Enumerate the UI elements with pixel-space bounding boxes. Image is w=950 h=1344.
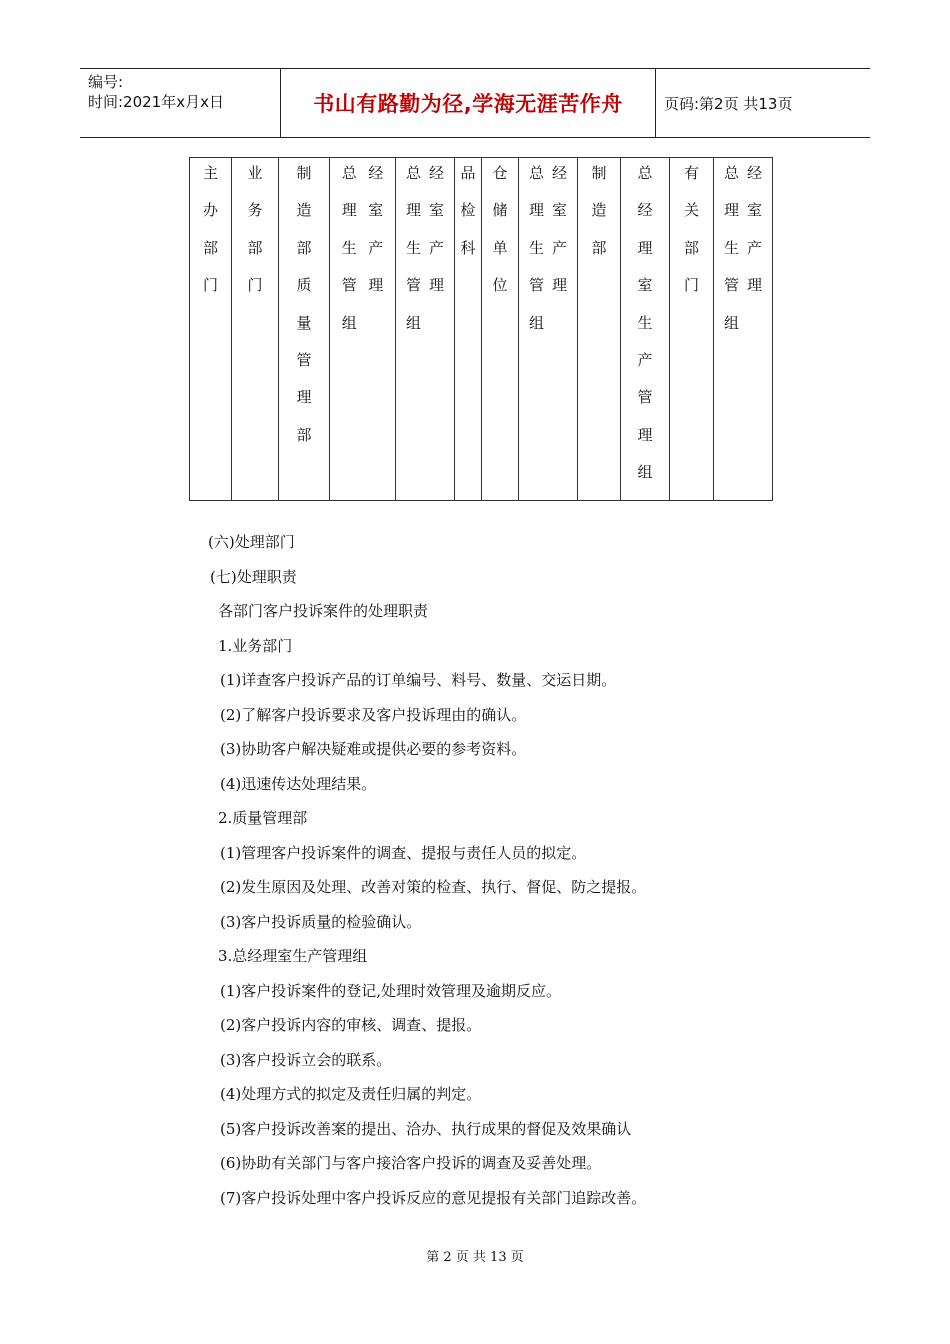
body-line: (1)客户投诉案件的登记,处理时效管理及逾期反应。: [220, 982, 562, 1000]
cell-char: 部: [202, 238, 218, 257]
cell-char: 检: [460, 201, 476, 220]
cell-char: 理: [551, 276, 567, 295]
header-motto: 书山有路勤为径,学海无涯苦作舟: [313, 92, 623, 116]
table-cell: [330, 158, 396, 501]
cell-char: 经: [368, 164, 384, 182]
cell-char: 管: [341, 276, 357, 295]
cell-char: 管: [296, 350, 312, 369]
table-cell: [670, 158, 714, 501]
header-meta: [80, 69, 281, 137]
cell-char: 办: [202, 201, 218, 220]
cell-text: [330, 158, 395, 350]
table-row: [190, 158, 773, 501]
cell-char: 理: [637, 238, 653, 257]
cell-char: 管: [723, 276, 739, 295]
cell-char: 部: [591, 238, 607, 257]
body-line: (1)管理客户投诉案件的调查、提报与责任人员的拟定。: [220, 844, 587, 862]
header-page-number: 页码:第2页 共13页: [664, 94, 793, 113]
body-line: 1.业务部门: [218, 637, 293, 655]
cell-char: 门: [247, 276, 263, 295]
cell-char: 门: [202, 276, 218, 295]
cell-char: 总: [341, 164, 357, 182]
cell-char: 产: [428, 238, 444, 257]
cell-char: 室: [368, 201, 384, 220]
cell-char: 生: [637, 313, 653, 332]
cell-text: [621, 158, 669, 500]
cell-char: 组: [528, 313, 544, 332]
cell-char: 品: [460, 164, 476, 182]
cell-char: 单: [492, 238, 508, 257]
cell-char: 总: [405, 164, 421, 182]
table-cell: [578, 158, 621, 501]
cell-text: [455, 158, 481, 275]
cell-char: 经: [551, 164, 567, 182]
cell-char: 理: [368, 276, 384, 295]
cell-text: [396, 158, 454, 350]
cell-char: 部: [247, 238, 263, 257]
body-line: (5)客户投诉改善案的提出、洽办、执行成果的督促及效果确认: [220, 1120, 632, 1138]
cell-char: 生: [341, 238, 357, 257]
cell-char: 组: [405, 313, 421, 332]
table-cell: [190, 158, 232, 501]
cell-char: 生: [528, 238, 544, 257]
cell-char: 关: [683, 201, 699, 220]
page-footer: 第 2 页 共 13 页: [426, 1250, 524, 1265]
table-cell: [396, 158, 455, 501]
cell-char: 产: [368, 238, 384, 257]
body-line: (2)了解客户投诉要求及客户投诉理由的确认。: [220, 706, 527, 724]
cell-char: 组: [341, 313, 357, 332]
header-motto-cell: [281, 69, 656, 137]
cell-char: 组: [723, 313, 739, 332]
cell-char: 管: [528, 276, 544, 295]
table-cell: [519, 158, 578, 501]
cell-text: [190, 158, 231, 313]
cell-char: 门: [683, 276, 699, 295]
cell-char: 有: [683, 164, 699, 182]
cell-char: 生: [723, 238, 739, 257]
cell-text: [482, 158, 518, 313]
cell-text: [578, 158, 620, 275]
cell-char: 经: [428, 164, 444, 182]
header-page-cell: [656, 69, 870, 137]
cell-char: 理: [637, 425, 653, 444]
cell-char: 室: [637, 276, 653, 295]
cell-char: 理: [723, 201, 739, 220]
table-cell: [621, 158, 670, 501]
body-line: (6)协助有关部门与客户接洽客户投诉的调查及妥善处理。: [220, 1154, 602, 1172]
body-line: 3.总经理室生产管理组: [218, 947, 368, 965]
cell-char: 理: [746, 276, 762, 295]
document-time-label: 时间:2021年x月x日: [88, 93, 224, 111]
cell-char: 质: [296, 276, 312, 295]
body-line: (3)客户投诉质量的检验确认。: [220, 913, 422, 931]
cell-char: 产: [551, 238, 567, 257]
table-cell: [714, 158, 773, 501]
body-line: (1)详查客户投诉产品的订单编号、料号、数量、交运日期。: [220, 671, 617, 689]
cell-char: 总: [723, 164, 739, 182]
table-cell: [232, 158, 279, 501]
cell-char: 制: [296, 164, 312, 182]
body-line: (3)客户投诉立会的联系。: [220, 1051, 392, 1069]
body-line: (4)处理方式的拟定及责任归属的判定。: [220, 1085, 482, 1103]
cell-char: 制: [591, 164, 607, 182]
body-line: (七)处理职责: [210, 568, 297, 586]
body-line: (2)客户投诉内容的审核、调查、提报。: [220, 1016, 482, 1034]
cell-char: 仓: [492, 164, 508, 182]
cell-char: 位: [492, 276, 508, 295]
cell-text: [279, 158, 329, 462]
cell-char: 组: [637, 463, 653, 482]
cell-text: [670, 158, 713, 313]
cell-char: 室: [428, 201, 444, 220]
cell-text: [519, 158, 577, 350]
table-cell: [482, 158, 519, 501]
cell-char: 务: [247, 201, 263, 220]
cell-char: 储: [492, 201, 508, 220]
cell-char: 业: [247, 164, 263, 182]
responsibility-table: [189, 157, 773, 501]
cell-char: 部: [296, 238, 312, 257]
cell-char: 管: [637, 388, 653, 407]
cell-char: 总: [528, 164, 544, 182]
cell-char: 理: [428, 276, 444, 295]
cell-char: 理: [296, 388, 312, 407]
body-line: 2.质量管理部: [218, 809, 308, 827]
body-line: 各部门客户投诉案件的处理职责: [218, 602, 429, 620]
cell-char: 理: [528, 201, 544, 220]
cell-char: 管: [405, 276, 421, 295]
body-line: (3)协助客户解决疑难或提供必要的参考资料。: [220, 740, 527, 758]
cell-char: 经: [746, 164, 762, 182]
body-line: (2)发生原因及处理、改善对策的检查、执行、督促、防之提报。: [220, 878, 647, 896]
cell-char: 造: [591, 201, 607, 220]
cell-char: 产: [637, 350, 653, 369]
body-line: (六)处理部门: [208, 533, 295, 551]
cell-char: 部: [296, 425, 312, 444]
cell-char: 室: [551, 201, 567, 220]
cell-char: 理: [405, 201, 421, 220]
body-line: (7)客户投诉处理中客户投诉反应的意见提报有关部门追踪改善。: [220, 1189, 647, 1207]
table-cell: [279, 158, 330, 501]
cell-text: [232, 158, 278, 313]
cell-char: 经: [637, 201, 653, 220]
cell-char: 量: [296, 313, 312, 332]
cell-text: [714, 158, 772, 350]
document-number-label: 编号:: [88, 73, 124, 91]
cell-char: 产: [746, 238, 762, 257]
cell-char: 理: [341, 201, 357, 220]
cell-char: 生: [405, 238, 421, 257]
cell-char: 总: [637, 164, 653, 182]
page-header: [80, 68, 870, 138]
cell-char: 造: [296, 201, 312, 220]
body-line: (4)迅速传达处理结果。: [220, 775, 377, 793]
cell-char: 主: [202, 164, 218, 182]
cell-char: 室: [746, 201, 762, 220]
table-cell: [455, 158, 482, 501]
cell-char: 部: [683, 238, 699, 257]
cell-char: 科: [460, 238, 476, 257]
